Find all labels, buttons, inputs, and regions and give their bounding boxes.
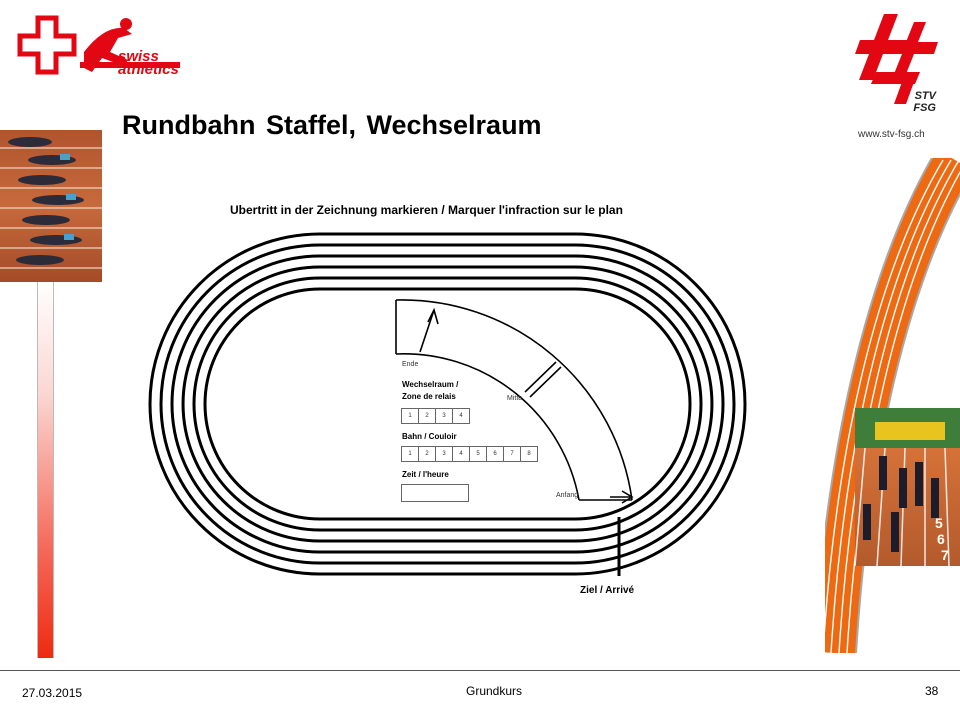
stv-url-text: www.stv-fsg.ch [858, 129, 925, 140]
lane-box-7[interactable]: 7 [503, 446, 521, 462]
zone-end-label: Ende [402, 361, 419, 368]
lane-box-4[interactable]: 4 [452, 446, 470, 462]
lane-label: Bahn / Couloir [402, 432, 457, 441]
logo-text-athletics: athletics [118, 61, 179, 78]
fsg-abbr-text: FSG [913, 102, 936, 114]
sprinters-photo [0, 130, 102, 282]
time-input-box[interactable] [401, 484, 469, 502]
relay-zone-box-1[interactable]: 1 [401, 408, 419, 424]
relay-zone-label-1: Wechselraum / [402, 380, 459, 389]
relay-zone-box-3[interactable]: 3 [435, 408, 453, 424]
time-label: Zeit / l'heure [402, 470, 449, 479]
track-lanes-decoration [825, 158, 960, 653]
finish-label: Ziel / Arrivé [580, 585, 635, 596]
svg-text:6: 6 [937, 531, 945, 547]
lane-box-6[interactable]: 6 [486, 446, 504, 462]
relay-zone-boxes[interactable] [401, 408, 469, 424]
relay-zone-label-2: Zone de relais [402, 392, 456, 401]
relay-zone-box-2[interactable]: 2 [418, 408, 436, 424]
swiss-athletics-logo-icon [14, 12, 184, 84]
red-gradient-bar [37, 282, 54, 658]
svg-text:7: 7 [941, 547, 949, 563]
footer-page-number: 38 [925, 684, 939, 698]
stv-fsg-logo-icon [852, 12, 944, 148]
finish-line-photo [855, 408, 960, 566]
lane-box-1[interactable]: 1 [401, 446, 419, 462]
page-title: Rundbahn Staffel, Wechselraum [122, 110, 542, 140]
lane-box-3[interactable]: 3 [435, 446, 453, 462]
footer-divider [0, 670, 960, 671]
logo-text-swiss: swiss [118, 48, 159, 65]
svg-text:5: 5 [935, 515, 943, 531]
lane-box-8[interactable]: 8 [520, 446, 538, 462]
instruction-text: Ubertritt in der Zeichnung markieren / Marquer l'infraction sur le plan [230, 203, 623, 217]
relay-zone-box-4[interactable]: 4 [452, 408, 470, 424]
zone-middle-label: Mitte [507, 395, 523, 402]
footer-course-name: Grundkurs [466, 684, 523, 698]
lane-boxes[interactable] [401, 446, 537, 462]
lane-box-5[interactable]: 5 [469, 446, 487, 462]
lane-box-2[interactable]: 2 [418, 446, 436, 462]
footer-date: 27.03.2015 [22, 686, 83, 700]
stv-abbr-text: STV [914, 90, 936, 102]
zone-start-label: Anfang [556, 492, 579, 499]
